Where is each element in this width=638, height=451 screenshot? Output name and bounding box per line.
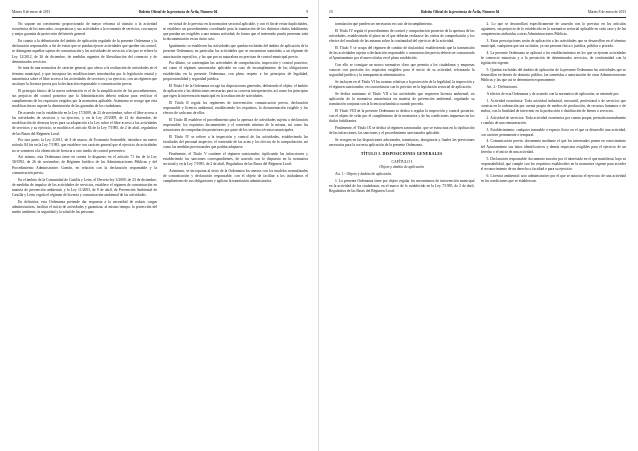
paragraph: Finalmente, el Título V contiene el régimen sancionador, tipificando las infracciones y estableciendo las sanciones correspondientes, de acuerdo con lo dispuesto en la normativa sectorial y en la Ley 7/1985, de 2 de abril, Reguladora de las Bases del Régimen Local.: [163, 151, 308, 167]
page-header: [329, 10, 626, 18]
paragraph: Asimismo, se incorporan al texto de la Ordenanza los anexos con los modelos normalizados de comunicación y declaración responsable, con el objeto de facilitar a los ciudadanos el cumplimiento de sus obligaciones y agilizar la tramitación administrativa.: [163, 168, 308, 184]
paragraph: En el ámbito de la Comunidad de Castilla y León, el Decreto-ley 3/2009, de 23 de diciembre, de medidas de impulso de las actividades de servicios, establece el régimen de comunicación en materia de prevención ambiental, y la Ley 11/2003, de 8 de abril, de Prevención Ambiental de Castilla y León, regula el régimen de licencia y comunicación ambiental de las actividades.: [12, 177, 157, 197]
paragraph: El principio básico de la nueva ordenación es el de la simplificación de los procedimientos, sin perjuicio del control posterior que la Administración deberá realizar para verificar el cumplimiento de los requisitos exigidos por la normativa aplicable. Asimismo se recoge que esta modificación no supone la disminución de las garantías de los ciudadanos.: [12, 88, 157, 109]
paragraph: El Título V se ocupa del régimen de cambio de titularidad, estableciendo que la transmisión de las actividades sujetas a declaración responsable o comunicación previa deberá ser comunicada al Ayuntamiento por el nuevo titular en el plazo establecido.: [329, 45, 475, 61]
paragraph: Finalmente, el Título IX se dedica al régimen sancionador, que se estructura en la tipificación de las infracciones, las sanciones y el procedimiento sancionador aplicable.: [329, 125, 475, 136]
paragraph: El Título VIII de la presente Ordenanza se dedica a regular la inspección y control posterior, con el objeto de velar por el cumplimiento de la normativa y de las condiciones impuestas en los títulos habilitantes.: [329, 108, 475, 124]
paragraph: 2. Lo que se desarrollará específicamente de acuerdo con lo previsto en los artículos siguientes, sin perjuicio de lo establecido en la normativa sectorial aplicable en cada caso y de las competencias atribuidas a otras Administraciones Públicas.: [480, 22, 626, 37]
text-columns: [12, 22, 308, 442]
paragraph: en virtud de lo previsto en la normativa sectorial aplicable, y con el fin de evitar duplicidades, se establece un procedimiento coordinado para la tramitación de los distintos títulos habilitantes que puedan ser exigibles a una misma actividad, de forma que el interesado pueda presentar toda la documentación en un único acto.: [163, 22, 308, 42]
paragraph: No supone un crecimiento proporcionado de mayor reforma al tránsito a la actividad económica de los mercados, cooperativas y sus actividades a la economía de servicios, con mayor y mejor garantía de protección del interés general.: [12, 22, 157, 37]
text-columns: [329, 22, 626, 442]
paragraph: tramitación que pueden ser necesarios en caso de incumplimiento.: [335, 22, 433, 26]
paragraph: 3. Establecimiento: cualquier inmueble o espacio físico en el que se desarrolle una actividad, con carácter permanente o temporal.: [480, 127, 626, 137]
header-date: Martes 8 de enero de 2013: [12, 10, 51, 14]
column-1: [12, 22, 157, 442]
paragraph: Se incluyen en el Título VI las normas relativas a la protección de la legalidad, la inspección y el régimen sancionador, en concordancia con lo previsto en la legislación sectorial de aplicación.: [329, 79, 475, 90]
paragraph: Por otra parte, la Ley 2/2011, de 4 de marzo, de Economía Sostenible, introduce un nuevo artículo 84 bis en la Ley 7/1985, que establece con carácter general que el ejercicio de actividades no se someterá a la obtención de licencia u otro medio de control preventivo.: [12, 138, 157, 153]
paragraph: Con ello se consigue un marco normativo claro que permita a los ciudadanos y empresas conocer con precisión los requisitos exigibles para el inicio de su actividad, reforzando la seguridad jurídica y la transparencia administrativa.: [329, 62, 475, 78]
header-page-number: 9: [306, 10, 308, 14]
paragraph: Se recogen en las disposiciones adicionales, transitorias, derogatoria y finales las previsiones necesarias para la correcta aplicación de la presente Ordenanza.: [329, 137, 475, 148]
paragraph: El Título IV regula el procedimiento de control y comprobación posterior de la apertura de las actividades, estableciendo el plazo en el que deberán realizarse las visitas de comprobación y los efectos del resultado de las mismas sobre la continuidad del ejercicio de la actividad.: [329, 28, 475, 44]
chapter-heading: CAPÍTULO I: [391, 159, 412, 164]
article-paragraph: Art. 1.- Objeto y ámbito de aplicación.: [335, 172, 393, 176]
paragraph: A efectos de esta Ordenanza y de acuerdo con la normativa de aplicación, se entiende por:: [486, 91, 620, 96]
section-title: TÍTULO I. DISPOSICIONES GENERALES: [360, 152, 443, 157]
paragraph: 1. Actividad económica: Toda actividad industrial, mercantil, profesional o de servicios que consista en la ordenación por cuenta propia de medios de producción, de recursos humanos o de ambos, con la finalidad de intervenir en la producción o distribución de bienes o servicios.: [480, 98, 626, 113]
paragraph: 2. Actividad de servicios: Toda actividad económica por cuenta propia, prestada normalmente a cambio de una remuneración.: [480, 115, 626, 125]
paragraph: El Título IV se refiere a la inspección y control de las actividades, estableciendo las facultades del personal inspector, el contenido de las actas y los efectos de la comprobación, así como las medidas provisionales que podrán adoptarse.: [163, 134, 308, 149]
paragraph: El Título I de la Ordenanza recoge las disposiciones generales, definiendo el objeto, el ámbito de aplicación y las definiciones necesarias para su correcta interpretación, así como los principios que rigen la intervención municipal en la realización de actividades.: [163, 83, 308, 98]
paragraph: En cuanto a la delimitación del ámbito de aplicación regulado de la presente Ordenanza y la declaración responsable, a fin de evitar que se puedan ejercer actividades que queden sin control, se distinguen aquellas sujetas de comunicación y las actividades de servicios a las que se refiere la Ley 12/2012, de 26 de diciembre, de medidas urgentes de liberalización del comercio y de determinados servicios.: [12, 39, 157, 64]
paragraph: 6. Licencia ambiental: acto administrativo por el que se autoriza el ejercicio de una actividad en las condiciones que se establezcan.: [480, 173, 626, 183]
header-date: Martes 8 de enero de 2013: [587, 10, 626, 14]
right-page: [319, 0, 638, 451]
paragraph: 3. Estas prescripciones serán de aplicación a las actividades que se desarrollen en el término municipal, cualquiera que sea su titular, ya sea persona física o jurídica, pública o privada.: [480, 39, 626, 49]
column-1: [329, 22, 475, 442]
header-bulletin-title: Boletín Oficial de la provincia de Ávila, Número 04: [139, 10, 218, 14]
column-2: [163, 22, 308, 442]
paragraph: 4. La presente Ordenanza se aplicará a los establecimientos en los que se ejerzan actividades de comercio minorista y a la prestación de determinados servicios, de conformidad con la legislación vigente.: [480, 50, 626, 66]
page-header: [12, 10, 308, 18]
paragraph: 4. Comunicación previa: documento mediante el que los interesados ponen en conocimiento del Ayuntamiento sus datos identificativos y demás requisitos exigibles para el ejercicio de un derecho o el inicio de una actividad.: [480, 139, 626, 154]
paragraph: Por último, se contemplan las actividades de comprobación, inspección y control posterior, así como el régimen sancionador aplicable en caso de incumplimiento de las obligaciones establecidas en la presente Ordenanza, con pleno respeto a los principios de legalidad, proporcionalidad y seguridad jurídica.: [163, 61, 308, 81]
paragraph: 5. Declaración responsable: documento suscrito por el interesado en el que manifiesta, bajo su responsabilidad, que cumple con los requisitos establecidos en la normativa vigente para acceder al reconocimiento de un derecho o facultad o para su ejercicio.: [480, 156, 626, 171]
paragraph: Art. 2.- Definiciones.: [486, 85, 518, 90]
header-page-number: 10: [329, 10, 333, 14]
paragraph: 5. Quedan excluidas del ámbito de aplicación de la presente Ordenanza las actividades que se desarrollen en bienes de dominio público, las sometidas a autorización de otras Administraciones Públicas y las que así se determinen expresamente.: [480, 68, 626, 83]
article-paragraph: 1. La presente Ordenanza tiene por objeto regular los mecanismos de intervención municipal en la actividad de los ciudadanos, en el marco de lo establecido en la Ley 7/1985, de 2 de abril, Reguladora de las Bases del Régimen Local.: [329, 178, 475, 194]
paragraph: De acuerdo con lo establecido en la Ley 17/2009, de 23 de noviembre, sobre el libre acceso a las actividades de servicios y su ejercicio, y en la Ley 25/2009, de 22 de diciembre, de modificación de diversas leyes para su adaptación a la Ley sobre el libre acceso a las actividades de servicios y su ejercicio, se modifica el artículo 84 de la Ley 7/1985, de 2 de abril, reguladora de las Bases del Régimen Local.: [12, 110, 157, 136]
paragraph: Así mismo, esta Ordenanza tiene en cuenta lo dispuesto en el artículo 71 bis de la Ley 30/1992, de 26 de noviembre, de Régimen Jurídico de las Administraciones Públicas y del Procedimiento Administrativo Común, en relación con la declaración responsable y la comunicación previa.: [12, 155, 157, 175]
paragraph: En definitiva, esta Ordenanza pretende dar respuesta a la necesidad de reducir cargas administrativas, facilitar el inicio de actividades y garantizar, al mismo tiempo, la protección del medio ambiente, la seguridad y la salud de las personas.: [12, 199, 157, 215]
paragraph: El Título II regula los regímenes de intervención: comunicación previa, declaración responsable y licencia ambiental, estableciendo los requisitos, la documentación exigible y los efectos de cada uno de ellos.: [163, 100, 308, 115]
paragraph: Se dedica asimismo el Título VII a las actividades que requieren licencia ambiental, en aplicación de la normativa autonómica en materia de prevención ambiental, regulando su tramitación conjunta con la licencia urbanística cuando proceda.: [329, 91, 475, 107]
header-bulletin-title: Boletín Oficial de la provincia de Ávila, Número 04: [421, 10, 500, 14]
paragraph: Igualmente, se establecen las actividades que quedan excluidas del ámbito de aplicación de la presente Ordenanza, en particular las actividades que se encuentran sometidas a un régimen de autorización específico, y las que por su naturaleza no precisan de control municipal previo.: [163, 44, 308, 59]
chapter-subheading: Objeto y ámbito de aplicación: [379, 164, 425, 169]
column-2: [481, 22, 627, 442]
paragraph: El Título III establece el procedimiento para la apertura de actividades sujetas a declaración responsable, los requisitos documentales y el contenido mínimo de la misma, así como las actuaciones de comprobación posteriores por parte de los servicios técnicos municipales.: [163, 117, 308, 132]
paragraph: Se trata de una normativa de carácter general, que afecta a la realización de actividades en el término municipal, y que incorpora las modificaciones introducidas por la legislación estatal y autonómica sobre el libre acceso a las actividades de servicios y su ejercicio, con un régimen que sustituye la licencia previa por la declaración responsable o comunicación previa.: [12, 66, 157, 86]
